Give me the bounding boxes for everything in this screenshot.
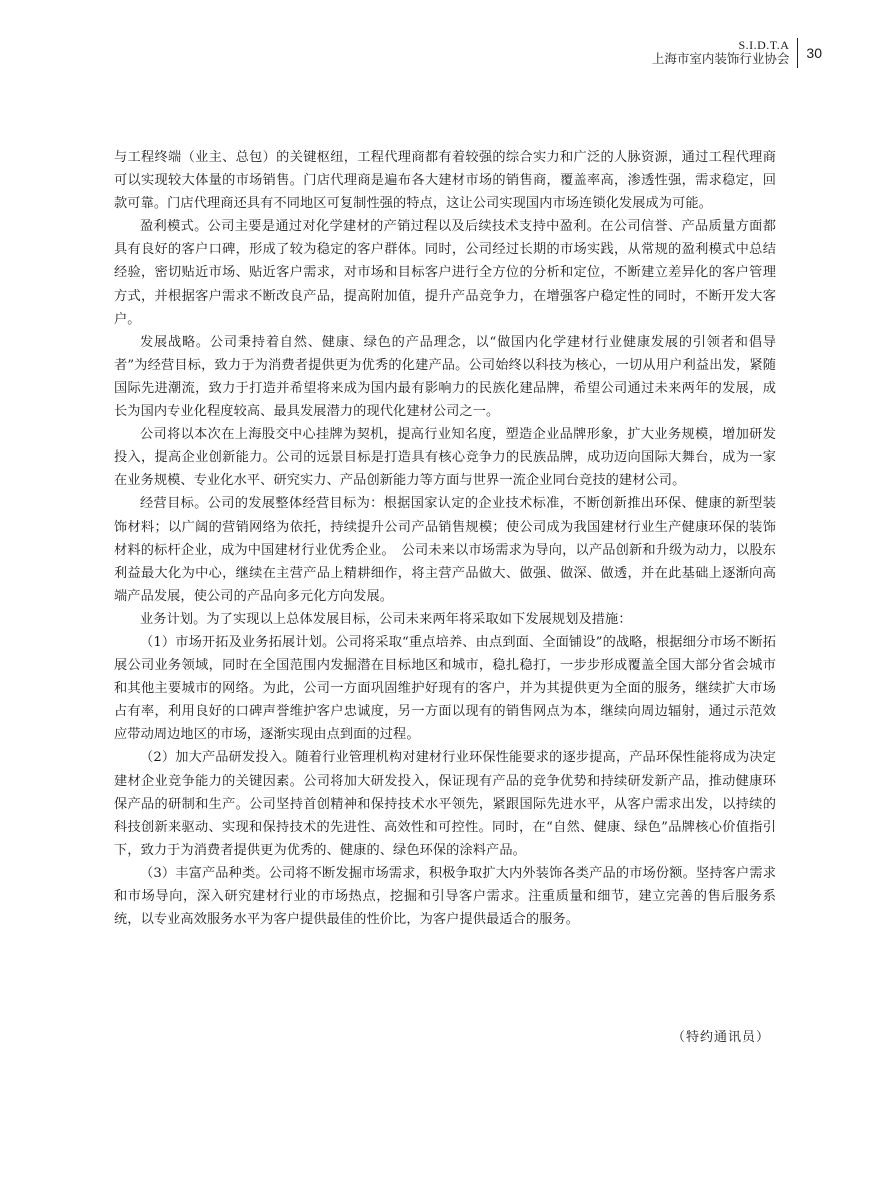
header-divider [797, 38, 798, 68]
paragraph: 公司将以本次在上海股交中心挂牌为契机，提高行业知名度，塑造企业品牌形象，扩大业务规模，增加研发投入，提高企业创新能力。公司的远景目标是打造具有核心竞争力的民族品牌，成功迈向国际大舞台，成为一家在业务规模、专业化水平、研究实力、产品创新能力等方面与世界一流企业同台竞技的建材公司。 [114, 427, 776, 489]
paragraph: 发展战略。公司秉持着自然、健康、绿色的产品理念，以“做国内化学建材行业健康发展的引领者和倡导者”为经营目标，致力于为消费者提供更为优秀的化建产品。公司始终以科技为核心，一切从用户利益出发，紧随国际先进潮流，致力于打造并希望将来成为国内最有影响力的民族化建品牌，希望公司通过未来两年的发展，成长为国内专业化程度较高、最具发展潜力的现代化建材公司之一。 [114, 334, 776, 420]
paragraph: 经营目标。公司的发展整体经营目标为：根据国家认定的企业技术标准，不断创新推出环保、健康的新型装饰材料；以广阔的营销网络为依托，持续提升公司产品销售规模；使公司成为我国建材行业生产健康环保的装饰材料的标杆企业，成为中国建材行业优秀企业。 公司未来以市场需求为导向，以产品创新和升级为动力，以股东利益最大化为中心，继续在主营产品上精耕细作，将主营产品做大、做强、做深、做透，并在此基础上逐渐向高端产品发展，使公司的产品向多元化方向发展。 [114, 496, 776, 604]
paragraph: 盈利模式。公司主要是通过对化学建材的产销过程以及后续技术支持中盈利。在公司信誉、产品质量方面都具有良好的客户口碑，形成了较为稳定的客户群体。同时，公司经过长期的市场实践，从常规的盈利模式中总结经验，密切贴近市场、贴近客户需求，对市场和目标客户进行全方位的分析和定位，不断建立差异化的客户管理方式，并根据客户需求不断改良产品，提高附加值，提升产品竞争力，在增强客户稳定性的同时，不断开发大客户。 [114, 219, 776, 327]
page-header [652, 38, 822, 68]
page-number: 30 [806, 45, 822, 61]
paragraph: （2）加大产品研发投入。随着行业管理机构对建材行业环保性能要求的逐步提高，产品环保性能将成为决定建材企业竞争能力的关键因素。公司将加大研发投入，保证现有产品的竞争优势和持续研发新产品，推动健康环保产品的研制和生产。公司坚持首创精神和保持技术水平领先，紧跟国际先进水平，从客户需求出发，以持续的科技创新来驱动、实现和保持技术的先进性、高效性和可控性。同时，在“自然、健康、绿色”品牌核心价值指引下，致力于为消费者提供更为优秀的、健康的、绿色环保的涂料产品。 [114, 750, 776, 858]
header-org [652, 38, 790, 67]
org-name: 上海市室内装饰行业协会 [651, 52, 790, 66]
paragraph: 业务计划。为了实现以上总体发展目标，公司未来两年将采取如下发展规划及措施： [140, 611, 632, 627]
paragraph: 与工程终端（业主、总包）的关键枢纽，工程代理商都有着较强的综合实力和广泛的人脉资源，通过工程代理商可以实现较大体量的市场销售。门店代理商是遍布各大建材市场的销售商，覆盖率高，渗透性强，需求稳定，回款可靠。门店代理商还具有不同地区可复制性强的特点，这让公司实现国内市场连锁化发展成为可能。 [114, 150, 776, 212]
paragraph: （1）市场开拓及业务拓展计划。公司将采取“重点培养、由点到面、全面铺设”的战略，根据细分市场不断拓展公司业务领域，同时在全国范围内发掘潜在目标地区和城市，稳扎稳打，一步步形成覆盖全国大部分省会城市和其他主要城市的网络。为此，公司一方面巩固维护好现有的客户，并为其提供更为全面的服务，继续扩大市场占有率，利用良好的口碑声誉维护客户忠诚度，另一方面以现有的销售网点为本，继续向周边辐射，通过示范效应带动周边地区的市场，逐渐实现由点到面的过程。 [114, 634, 776, 743]
paragraph: （3）丰富产品种类。公司将不断发掘市场需求，积极争取扩大内外装饰各类产品的市场份额。坚持客户需求和市场导向，深入研究建材行业的市场热点，挖掘和引导客户需求。注重质量和细节，建立完善的售后服务系统，以专业高效服务水平为客户提供最佳的性价比，为客户提供最适合的服务。 [114, 865, 776, 928]
byline: （特约通讯员） [671, 1030, 770, 1045]
article-body [114, 146, 776, 931]
org-abbreviation: S.I.D.T.A [738, 38, 790, 52]
